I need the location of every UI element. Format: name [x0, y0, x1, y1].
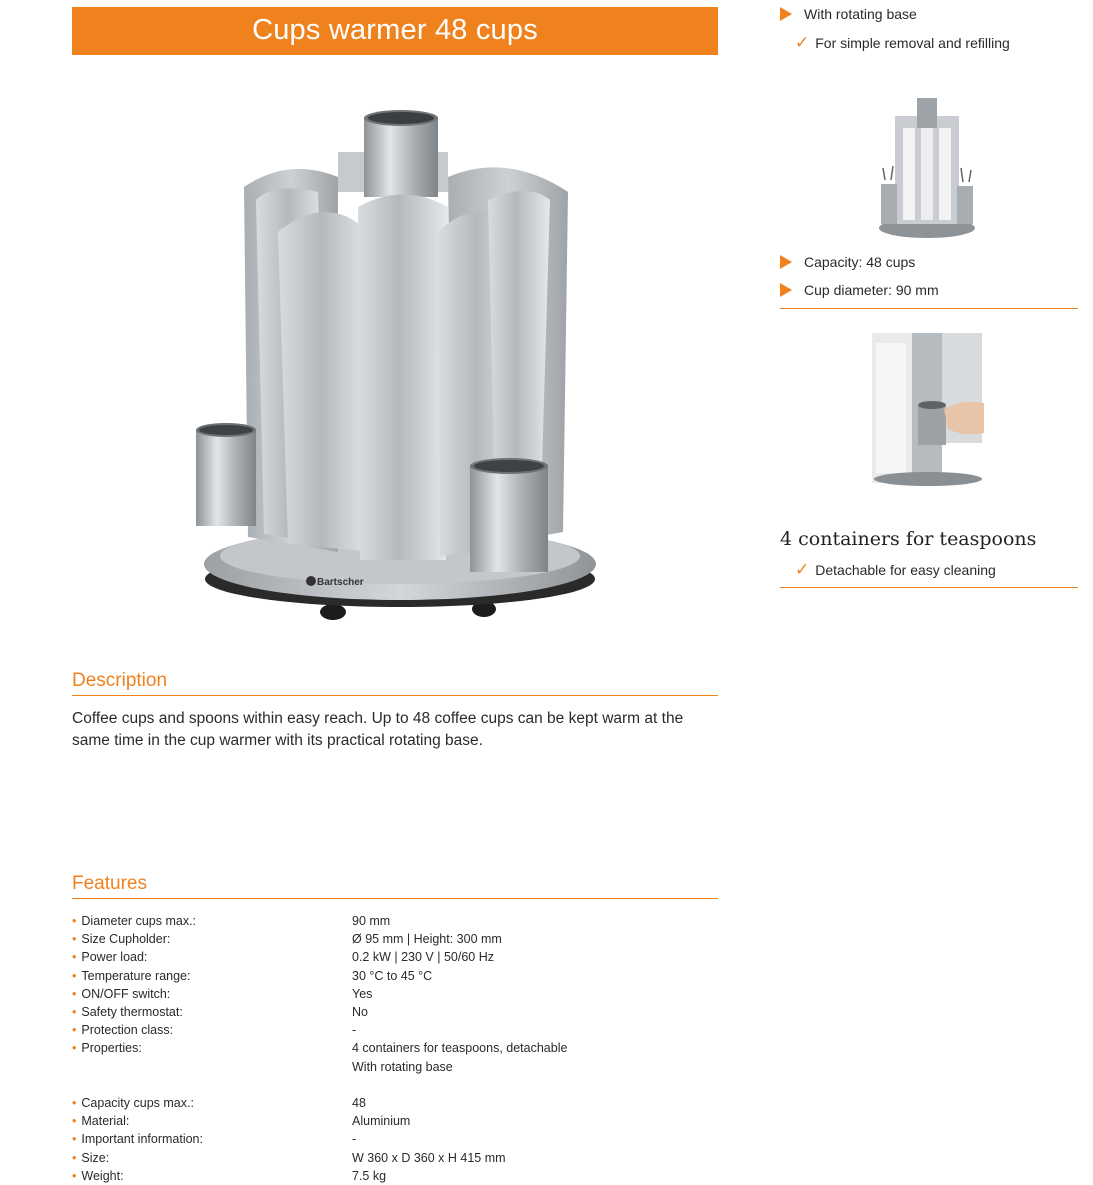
bullet-dot-icon: • [72, 1041, 77, 1056]
feature-row [72, 912, 718, 930]
feature-row [72, 930, 718, 948]
bullet-dot-icon: • [72, 932, 77, 947]
highlight-rotating-base [780, 6, 917, 22]
brand-logo: Bartscher [317, 577, 364, 588]
feature-value: Ø 95 mm | Height: 300 mm [352, 932, 502, 947]
feature-value: Yes [352, 986, 373, 1001]
description-heading: Description [72, 670, 718, 696]
highlight-capacity [780, 254, 915, 270]
highlight-text: With rotating base [804, 6, 917, 22]
containers-heading: 4 containers for teaspoons [780, 528, 1037, 550]
feature-label: Power load: [81, 950, 148, 965]
feature-label: Capacity cups max.: [81, 1096, 194, 1111]
feature-label: Important information: [81, 1132, 203, 1147]
feature-label: Size Cupholder: [81, 932, 171, 947]
bullet-dot-icon: • [72, 1096, 77, 1111]
feature-label: Diameter cups max.: [81, 914, 197, 928]
feature-value: - [352, 1023, 357, 1038]
highlight-cup-diameter [780, 282, 939, 298]
feature-row [72, 985, 718, 1003]
thumbnail-rotating-base [873, 88, 981, 246]
feature-value: - [352, 1132, 357, 1147]
feature-value: 90 mm [352, 914, 391, 928]
features-heading: Features [72, 873, 718, 899]
feature-row [72, 1112, 718, 1130]
feature-row [72, 967, 718, 985]
feature-value: 48 [352, 1096, 366, 1111]
feature-value: 4 containers for teaspoons, detachable [352, 1041, 568, 1056]
triangle-bullet-icon [780, 283, 792, 297]
feature-label: Size: [81, 1150, 110, 1165]
feature-value: 30 °C to 45 °C [352, 968, 433, 983]
feature-label: Safety thermostat: [81, 1005, 183, 1020]
feature-value: No [352, 1005, 368, 1020]
checkmark-icon: ✓ [795, 33, 810, 52]
triangle-bullet-icon [780, 7, 792, 21]
feature-label: ON/OFF switch: [81, 986, 171, 1001]
bullet-dot-icon: • [72, 968, 77, 983]
feature-value: With rotating base [352, 1059, 453, 1074]
feature-value: W 360 x D 360 x H 415 mm [352, 1150, 506, 1165]
feature-value: 0.2 kW | 230 V | 50/60 Hz [352, 950, 494, 965]
subpoint-text: For simple removal and refilling [815, 35, 1010, 51]
description-text: Coffee cups and spoons within easy reach. Up to 48 coffee cups can be kept warm at the same time in the cup warmer with its practical rotating base. [72, 710, 684, 749]
product-image-cups-warmer [178, 82, 608, 638]
features-table [72, 912, 718, 1185]
page-title: Cups warmer 48 cups [72, 7, 718, 55]
bullet-dot-icon: • [72, 1005, 77, 1020]
subpoint-detachable [795, 560, 996, 580]
feature-row [72, 948, 718, 966]
bullet-dot-icon: • [72, 986, 77, 1001]
feature-row [72, 1021, 718, 1039]
bullet-dot-icon: • [72, 950, 77, 965]
thumbnail-spoon-container [872, 333, 984, 487]
triangle-bullet-icon [780, 255, 792, 269]
bullet-dot-icon: • [72, 1168, 77, 1183]
bullet-dot-icon: • [72, 1023, 77, 1038]
feature-row [72, 1149, 718, 1167]
subpoint-text: Detachable for easy cleaning [815, 562, 996, 578]
feature-row [72, 1094, 718, 1112]
feature-label: Temperature range: [81, 968, 191, 983]
highlight-text: Capacity: 48 cups [804, 254, 916, 270]
bullet-dot-icon: • [72, 1150, 77, 1165]
feature-row [72, 1039, 718, 1094]
divider [780, 587, 1078, 588]
feature-label: Material: [81, 1114, 130, 1129]
highlight-text: Cup diameter: 90 mm [804, 282, 939, 298]
feature-label: Properties: [81, 1041, 142, 1056]
checkmark-icon: ✓ [795, 560, 810, 579]
bullet-dot-icon: • [72, 914, 77, 928]
feature-row [72, 1167, 718, 1185]
feature-label: Protection class: [81, 1023, 174, 1038]
feature-value: 7.5 kg [352, 1168, 387, 1183]
divider [780, 308, 1078, 309]
feature-label: Weight: [81, 1168, 124, 1183]
feature-row [72, 1130, 718, 1148]
feature-value-spacer [352, 1076, 718, 1094]
bullet-dot-icon: • [72, 1132, 77, 1147]
bullet-dot-icon: • [72, 1114, 77, 1129]
feature-row [72, 1003, 718, 1021]
subpoint-refilling [795, 33, 1010, 53]
feature-value: Aluminium [352, 1114, 411, 1129]
